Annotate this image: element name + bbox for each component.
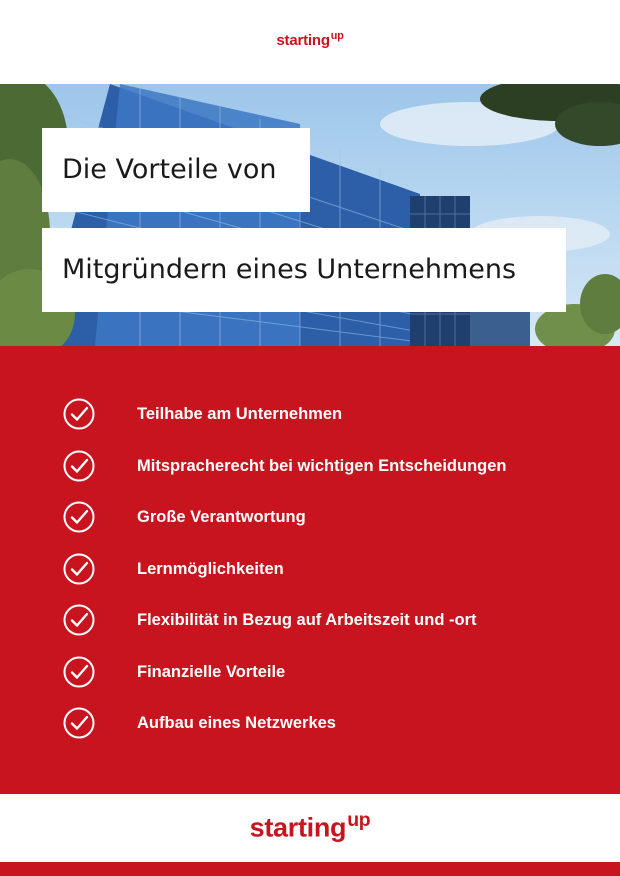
check-circle-icon [62,706,96,740]
bottom-bar [0,862,620,876]
benefit-item [0,500,620,540]
benefit-item [0,449,620,489]
check-circle-icon [62,655,96,689]
check-circle-icon [62,449,96,483]
benefit-label: Flexibilität in Bezug auf Arbeitszeit und -ort [137,611,477,629]
benefit-label: Lernmöglichkeiten [137,559,284,578]
bottom-logo[interactable] [0,809,620,844]
benefit-label: Aufbau eines Netzwerkes [137,714,336,732]
check-circle-icon [62,397,96,431]
benefit-item [0,397,620,437]
benefit-label: Finanzielle Vorteile [137,662,286,681]
title-line-2: Mitgründern eines Unternehmens [42,228,566,312]
benefit-item [0,706,620,746]
check-circle-icon [62,500,96,534]
top-logo[interactable] [0,30,620,49]
bottom-logo-text: starting [249,812,347,843]
check-circle-icon [62,603,96,637]
top-logo-text: starting [276,31,330,49]
benefit-item [0,603,620,643]
benefit-item [0,552,620,592]
check-circle-icon [62,552,96,586]
benefit-label: Mitspracherecht bei wichtigen Entscheidungen [137,456,507,475]
top-logo-superscript: up [330,30,344,42]
benefit-label: Große Verantwortung [137,508,306,526]
bottom-logo-superscript: up [347,809,371,831]
benefit-label: Teilhabe am Unternehmen [137,405,343,423]
benefit-item [0,655,620,695]
title-line-1: Die Vorteile von [42,128,310,212]
